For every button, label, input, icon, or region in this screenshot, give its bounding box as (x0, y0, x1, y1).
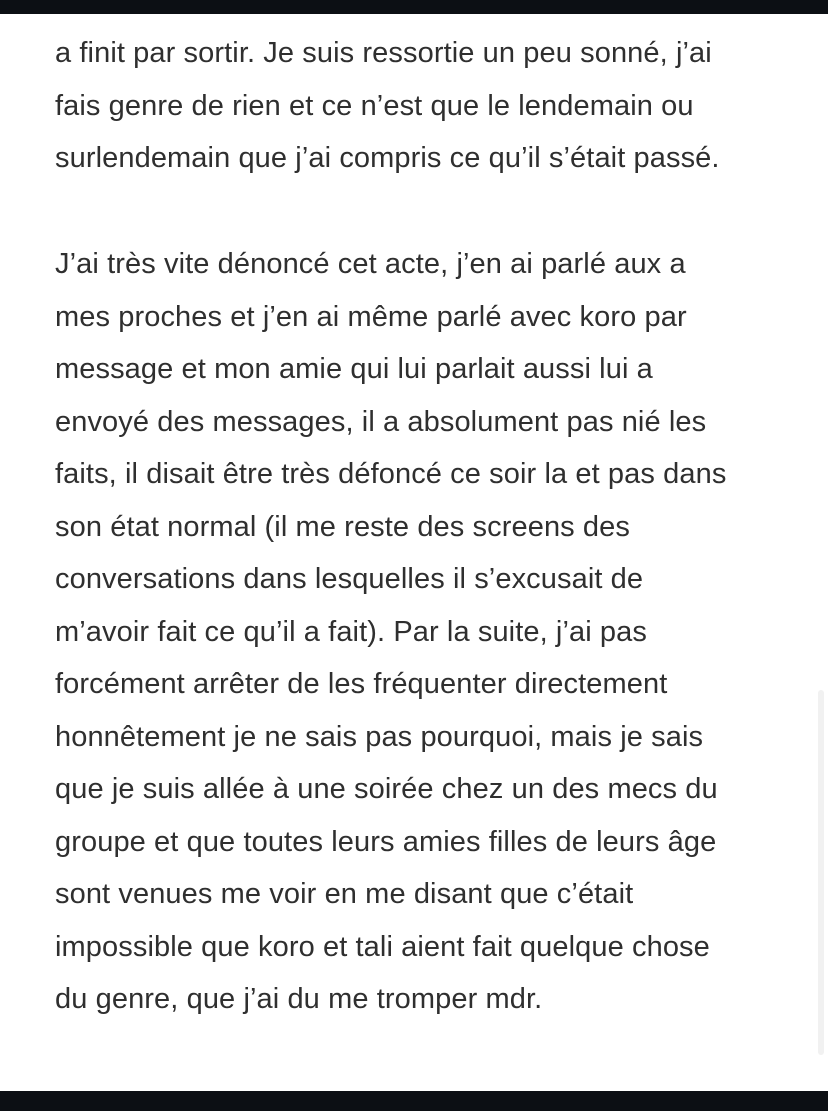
paragraph-2 (55, 238, 795, 1026)
paragraph-1 (55, 27, 795, 185)
text-line: faits, il disait être très défoncé ce soir la et pas dans (55, 458, 727, 490)
text-line: sont venues me voir en me disant que c’était (55, 878, 634, 910)
text-line: a finit par sortir. Je suis ressortie un peu sonné, j’ai (55, 37, 712, 69)
scrollbar-track[interactable] (818, 690, 824, 1055)
text-line: impossible que koro et tali aient fait quelque chose (55, 930, 710, 963)
text-line: son état normal (il me reste des screens des (55, 510, 630, 543)
text-line: J’ai très vite dénoncé cet acte, j’en ai parlé aux a (55, 248, 686, 280)
text-line: groupe et que toutes leurs amies filles de leurs âge (55, 825, 717, 858)
text-line: forcément arrêter de les fréquenter directement (55, 668, 668, 700)
text-line: conversations dans lesquelles il s’excusait de (55, 563, 644, 595)
text-line: message et mon amie qui lui parlait aussi lui a (55, 353, 653, 385)
bottom-edge-bar (0, 1091, 828, 1111)
text-line: m’avoir fait ce qu’il a fait). Par la suite, j’ai pas (55, 615, 647, 648)
text-line: fais genre de rien et ce n’est que le lendemain ou (55, 89, 694, 122)
text-line: surlendemain que j’ai compris ce qu’il s’était passé. (55, 142, 720, 174)
text-line: du genre, que j’ai du me tromper mdr. (55, 983, 543, 1015)
text-line: honnêtement je ne sais pas pourquoi, mais je sais (55, 720, 704, 753)
text-line: que je suis allée à une soirée chez un des mecs du (55, 773, 718, 805)
text-line: envoyé des messages, il a absolument pas nié les (55, 405, 707, 438)
top-edge-bar (0, 0, 828, 14)
text-line: mes proches et j’en ai même parlé avec koro par (55, 300, 687, 333)
